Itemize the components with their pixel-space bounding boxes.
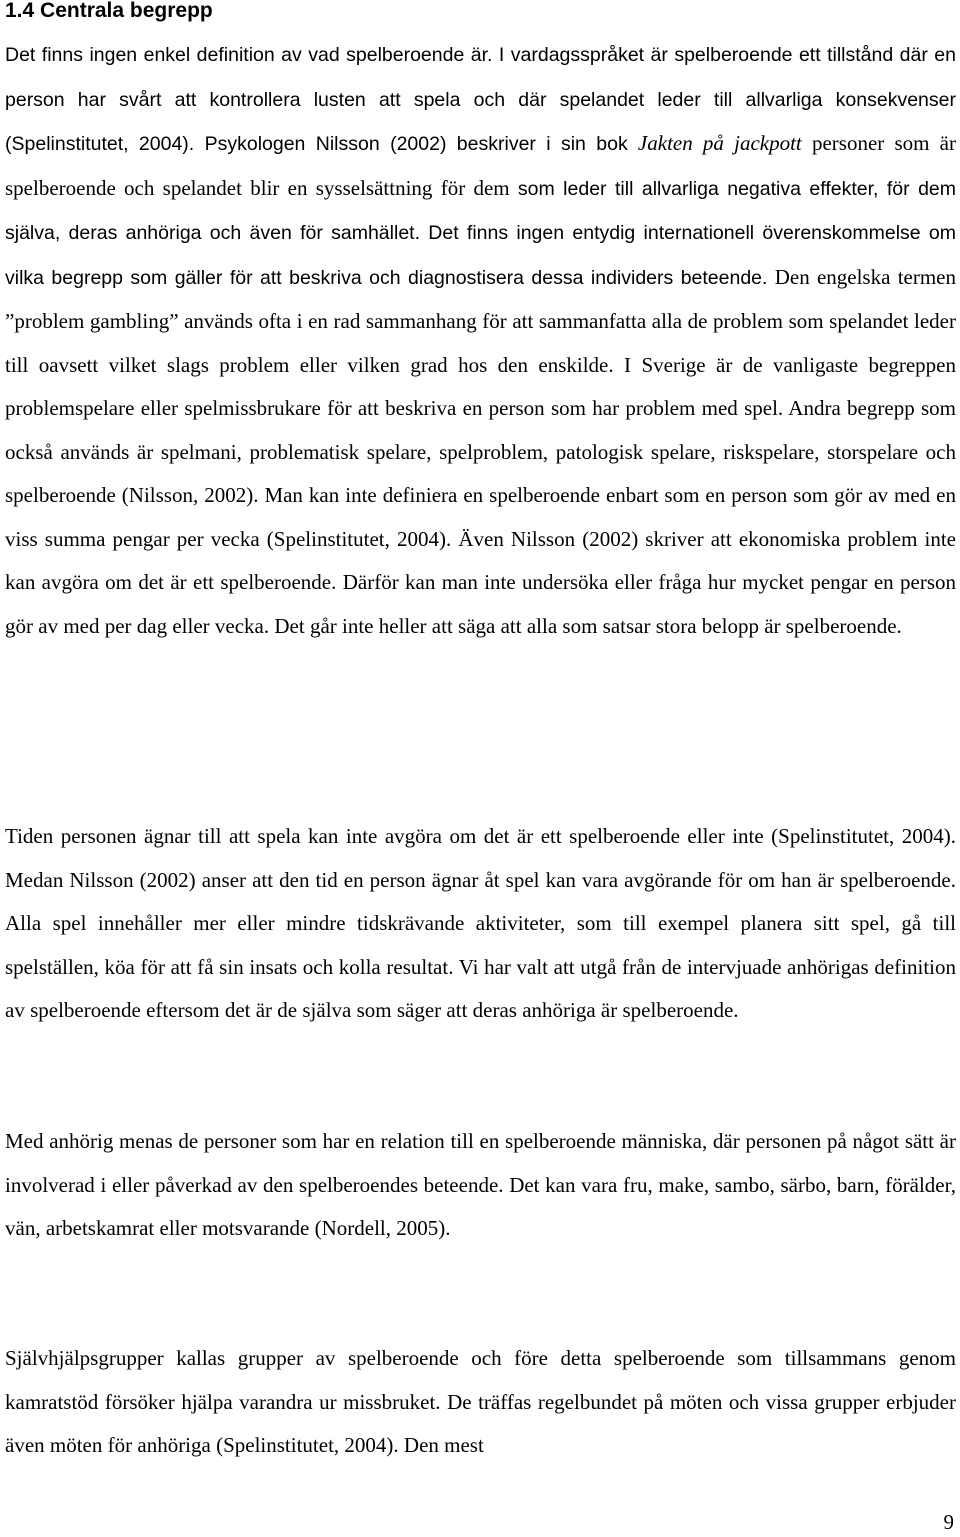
paragraph-self-help-groups: Självhjälpsgrupper kallas grupper av spelberoende och före detta spelberoende som tillsammans genom kamratstöd försöker hjälpa varandra ur missbruket. De träffas regelbundet på möten och vissa grupper erbjuder även möten för anhöriga (Spelinstitutet, 2004). Den mest	[5, 1346, 956, 1457]
page-number: 9	[943, 1510, 954, 1534]
paragraph-text-sans: Det finns ingen enkel definition av vad spelberoende är. I vardagsspråket är spelberoende ett tillstånd där en person har svårt att kontrollera lusten att spela och där spelandet leder till allvarliga konsekvenser (Spelinstitutet, 2004). Psykologen Nilsson (2002) beskriver i sin bok	[5, 44, 956, 155]
paragraph-time: Tiden personen ägnar till att spela kan inte avgöra om det är ett spelberoende eller inte (Spelinstitutet, 2004). Medan Nilsson (2002) anser att den tid en person ägnar åt spel kan vara avgörande för om han är spelberoende. Alla spel innehåller mer eller mindre tidskrävande aktiviteter, som till exempel planera sitt spel, gå till spelställen, köa för att få sin insats och kolla resultat. Vi har valt att utgå från de intervjuade anhörigas definition av spelberoende eftersom det är de själva som säger att deras anhöriga är spelberoende.	[5, 824, 956, 1022]
paragraph-relatives: Med anhörig menas de personer som har en relation till en spelberoende människa, där personen på något sätt är involverad i eller påverkad av den spelberoendes beteende. Det kan vara fru, make, sambo, särbo, barn, förälder, vän, arbetskamrat eller motsvarande (Nordell, 2005).	[5, 1129, 956, 1240]
paragraph-text: personer som är spelberoende och spelandet blir en sysselsättning för dem	[5, 131, 956, 200]
paragraph-definitions	[5, 33, 956, 648]
book-title: Jakten på jackpott	[637, 131, 802, 155]
paragraph-text-sans: som leder till allvarliga negativa effekter, för dem själva, deras anhöriga och även för samhället. Det finns ingen entydig internationell överenskommelse om vilka begrepp som gäller för att beskriva och diagnostisera dessa individers beteende.	[5, 177, 957, 289]
paragraph-text: Den engelska termen ”problem gambling” används ofta i en rad sammanhang för att sammanfatta alla de problem som spelandet leder till oavsett vilket slags problem eller vilken grad hos den enskilde. I Sverige är de vanligaste begreppen problemspelare eller spelmissbrukare för att beskriva en person som har problem med spel. Andra begrepp som också används är spelmani, problematisk spelare, spelproblem, patologisk spelare, riskspelare, storspelare och spelberoende (Nilsson, 2002). Man kan inte definiera en spelberoende enbart som en person som gör av med en viss summa pengar per vecka (Spelinstitutet, 2004). Även Nilsson (2002) skriver att ekonomiska problem inte kan avgöra om det är ett spelberoende. Därför kan man inte undersöka eller fråga hur mycket pengar en person gör av med per dag eller vecka. Det går inte heller att säga att alla som satsar stora belopp är spelberoende.	[5, 264, 956, 638]
section-heading: 1.4 Centrala begrepp	[5, 0, 213, 22]
